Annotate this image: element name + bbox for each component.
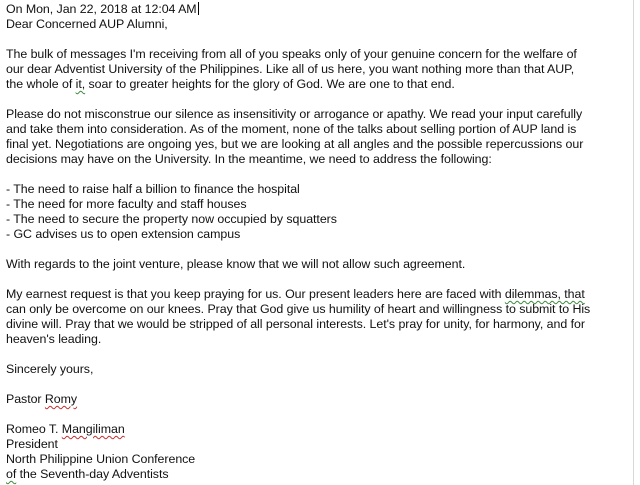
sig-org-2 <box>6 467 638 482</box>
salutation: Dear Concerned AUP Alumni, <box>6 17 168 31</box>
para2-line2: and take them into consideration. As of the moment, none of the talks about selling portion of AUP land is <box>6 122 577 136</box>
list-item: - The need to secure the property now occupied by squatters <box>6 212 337 226</box>
para1-line3 <box>6 77 638 92</box>
para2-line1: Please do not misconstrue our silence as insensitivity or arrogance or apathy. We read your input carefully <box>6 107 583 121</box>
spelling-mark-mangiliman: Mangiliman <box>61 422 125 436</box>
para2-line4: decisions may have on the University. In the meantime, we need to address the following: <box>6 152 492 166</box>
paragraph-prayer <box>6 287 638 347</box>
spacer <box>6 407 638 422</box>
joint-venture-text: With regards to the joint venture, please know that we will not allow such agreement. <box>6 257 466 271</box>
sig-name <box>6 422 638 437</box>
needs-list <box>6 182 638 242</box>
grammar-mark-dilemmas: dilemmas, that <box>504 287 585 301</box>
para1-line3-start: the whole of <box>6 77 76 91</box>
signature-block <box>6 422 638 482</box>
spacer <box>6 377 638 392</box>
closing: Sincerely yours, <box>6 362 94 376</box>
spelling-mark-romy: Romy <box>44 392 78 406</box>
signature-line <box>6 392 638 407</box>
signature-prefix: Pastor <box>6 392 45 406</box>
page-edge-divider <box>633 0 634 485</box>
spacer <box>6 242 638 257</box>
grammar-mark-of: of <box>6 467 17 481</box>
sig-org: North Philippine Union Conference <box>6 452 196 466</box>
joint-venture-line <box>6 257 638 272</box>
spacer <box>6 32 638 47</box>
spacer <box>6 167 638 182</box>
grammar-mark-it: it, <box>75 77 86 91</box>
para3-line1-start: My earnest request is that you keep praying for us. Our present leaders here are faced with <box>6 287 505 301</box>
para1-line1: The bulk of messages I'm receiving from all of you speaks only of your genuine concern for the welfare of <box>6 47 577 61</box>
paragraph-silence <box>6 107 638 167</box>
email-header: On Mon, Jan 22, 2018 at 12:04 AM <box>6 2 197 16</box>
para2-line3: final yet. Negotiations are ongoing yes, but we are looking at all angles and the possible repercussions our <box>6 137 584 151</box>
email-body <box>6 2 638 482</box>
email-header-line <box>6 2 638 17</box>
para3-line4: heaven's leading. <box>6 332 102 346</box>
spacer <box>6 347 638 362</box>
sig-org-2-rest: the Seventh-day Adventists <box>16 467 169 481</box>
text-cursor <box>198 2 199 15</box>
para1-line3-end: soar to greater heights for the glory of God. We are one to that end. <box>85 77 455 91</box>
para3-line3: divine will. Pray that we would be stripped of all personal interests. Let's pray for unity, for harmony, and for <box>6 317 585 331</box>
para3-line1 <box>6 287 638 302</box>
paragraph-concern <box>6 47 638 92</box>
list-item: - The need for more faculty and staff houses <box>6 197 247 211</box>
sig-name-first: Romeo T. <box>6 422 62 436</box>
para1-line2: our dear Adventist University of the Philippines. Like all of us here, you want nothing more than that AUP, <box>6 62 575 76</box>
para3-line2: can only be overcome on our knees. Pray that God give us humility of heart and willingness to submit to His <box>6 302 591 316</box>
spacer <box>6 92 638 107</box>
spacer <box>6 272 638 287</box>
list-item: - GC advises us to open extension campus <box>6 227 241 241</box>
sig-title: President <box>6 437 58 451</box>
list-item: - The need to raise half a billion to finance the hospital <box>6 182 300 196</box>
